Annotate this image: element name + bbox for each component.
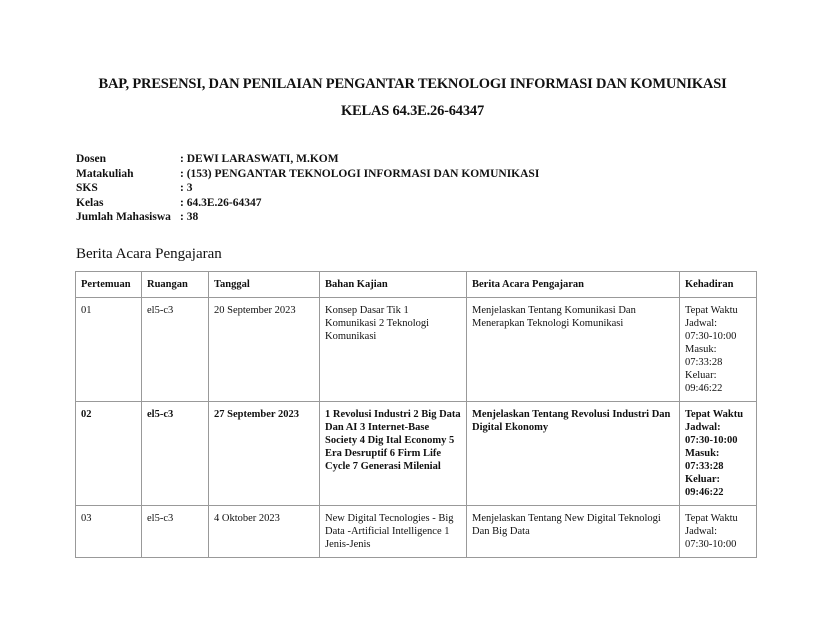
kehadiran-keluar-label: Keluar: — [685, 474, 720, 485]
table-row — [76, 298, 757, 402]
cell-pertemuan: 03 — [76, 506, 142, 558]
cell-tanggal: 4 Oktober 2023 — [209, 506, 320, 558]
kehadiran-jadwal-value: 07:30-10:00 — [685, 331, 737, 342]
info-label: Kelas — [76, 196, 104, 209]
info-row-dosen — [76, 152, 539, 167]
cell-tanggal: 27 September 2023 — [209, 402, 320, 506]
document-title: BAP, PRESENSI, DAN PENILAIAN PENGANTAR TEKNOLOGI INFORMASI DAN KOMUNIKASI — [98, 76, 727, 92]
info-label: Dosen — [76, 153, 107, 165]
kehadiran-status: Tepat Waktu — [685, 513, 738, 524]
cell-kehadiran — [680, 298, 757, 402]
kehadiran-jadwal-value: 07:30-10:00 — [685, 539, 737, 550]
kehadiran-keluar-value: 09:46:22 — [685, 383, 723, 394]
header-berita-acara: Berita Acara Pengajaran — [467, 272, 680, 298]
info-label: Matakuliah — [76, 167, 134, 180]
cell-bahan-kajian: 1 Revolusi Industri 2 Big Data Dan AI 3 Internet-Base Society 4 Dig Ital Economy 5 Era Desruptif 6 Firm Life Cycle 7 Generasi Milenial — [320, 402, 467, 506]
cell-bahan-kajian: New Digital Tecnologies - Big Data -Artificial Intelligence 1 Jenis-Jenis — [320, 506, 467, 558]
info-value: : DEWI LARASWATI, M.KOM — [180, 152, 339, 167]
teaching-record-table — [75, 271, 757, 558]
table-row — [76, 506, 757, 558]
cell-pertemuan: 01 — [76, 298, 142, 402]
info-row-kelas — [76, 196, 539, 211]
course-info — [76, 152, 539, 225]
info-row-matakuliah — [76, 167, 539, 182]
info-row-sks — [76, 181, 539, 196]
info-value: : (153) PENGANTAR TEKNOLOGI INFORMASI DAN KOMUNIKASI — [180, 167, 539, 182]
table-row — [76, 402, 757, 506]
kehadiran-masuk-label: Masuk: — [685, 344, 717, 355]
info-value: : 38 — [180, 210, 198, 225]
kehadiran-masuk-value: 07:33:28 — [685, 357, 723, 368]
kehadiran-masuk-label: Masuk: — [685, 448, 720, 459]
kehadiran-keluar-value: 09:46:22 — [685, 487, 724, 498]
kehadiran-jadwal-label: Jadwal: — [685, 422, 721, 433]
header-ruangan: Ruangan — [142, 272, 209, 298]
kehadiran-jadwal-value: 07:30-10:00 — [685, 435, 738, 446]
cell-ruangan: el5-c3 — [142, 298, 209, 402]
kehadiran-jadwal-label: Jadwal: — [685, 526, 718, 537]
cell-berita-acara: Menjelaskan Tentang Komunikasi Dan Menerapkan Teknologi Komunikasi — [467, 298, 680, 402]
cell-berita-acara: Menjelaskan Tentang New Digital Teknologi Dan Big Data — [467, 506, 680, 558]
section-title: Berita Acara Pengajaran — [76, 246, 222, 262]
header-pertemuan: Pertemuan — [76, 272, 142, 298]
cell-kehadiran — [680, 506, 757, 558]
class-code-title: KELAS 64.3E.26-64347 — [340, 103, 485, 119]
header-bahan-kajian: Bahan Kajian — [320, 272, 467, 298]
table-header-row — [76, 272, 757, 298]
header-tanggal: Tanggal — [209, 272, 320, 298]
info-label: Jumlah Mahasiswa — [76, 211, 171, 223]
kehadiran-status: Tepat Waktu — [685, 409, 744, 420]
cell-ruangan: el5-c3 — [142, 506, 209, 558]
cell-pertemuan: 02 — [76, 402, 142, 506]
kehadiran-masuk-value: 07:33:28 — [685, 461, 724, 472]
info-row-jumlah-mahasiswa — [76, 210, 539, 225]
info-label: SKS — [76, 182, 98, 194]
info-value: : 64.3E.26-64347 — [180, 196, 261, 211]
kehadiran-jadwal-label: Jadwal: — [685, 318, 718, 329]
kehadiran-status: Tepat Waktu — [685, 305, 738, 316]
header-kehadiran: Kehadiran — [680, 272, 757, 298]
cell-bahan-kajian: Konsep Dasar Tik 1 Komunikasi 2 Teknologi Komunikasi — [320, 298, 467, 402]
cell-ruangan: el5-c3 — [142, 402, 209, 506]
cell-kehadiran — [680, 402, 757, 506]
cell-tanggal: 20 September 2023 — [209, 298, 320, 402]
info-value: : 3 — [180, 181, 192, 196]
kehadiran-keluar-label: Keluar: — [685, 370, 717, 381]
cell-berita-acara: Menjelaskan Tentang Revolusi Industri Dan Digital Ekonomy — [467, 402, 680, 506]
